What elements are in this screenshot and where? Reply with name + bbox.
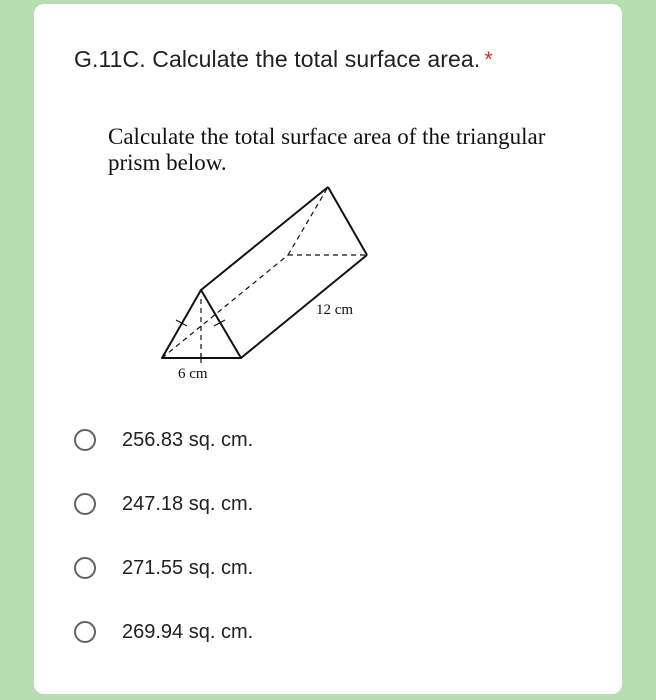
question-title: [74, 46, 493, 73]
option-label: 247.18 sq. cm.: [122, 492, 254, 515]
option-1[interactable]: [74, 424, 253, 456]
option-2[interactable]: [74, 488, 253, 520]
required-asterisk: *: [484, 47, 493, 72]
answer-options: [74, 424, 253, 680]
question-image: [108, 120, 588, 390]
option-4[interactable]: [74, 616, 253, 648]
option-3[interactable]: [74, 552, 253, 584]
length-label: 12 cm: [316, 302, 354, 318]
question-prompt-line-1: Calculate the total surface area of the triangular: [108, 124, 546, 149]
question-title-text: G.11C. Calculate the total surface area.: [74, 46, 481, 72]
prism-back-right-edge: [328, 187, 367, 255]
triangular-prism-diagram: [108, 120, 588, 390]
option-label: 271.55 sq. cm.: [122, 556, 254, 579]
prism-hidden-back-left: [288, 187, 328, 255]
radio-button[interactable]: [74, 557, 96, 579]
option-label: 269.94 sq. cm.: [122, 620, 254, 643]
option-label: 256.83 sq. cm.: [122, 428, 254, 451]
question-card: [34, 4, 622, 694]
question-prompt-line-2: prism below.: [108, 150, 227, 175]
radio-button[interactable]: [74, 621, 96, 643]
radio-button[interactable]: [74, 429, 96, 451]
prism-top-edge: [201, 187, 328, 290]
base-label: 6 cm: [178, 366, 208, 382]
radio-button[interactable]: [74, 493, 96, 515]
